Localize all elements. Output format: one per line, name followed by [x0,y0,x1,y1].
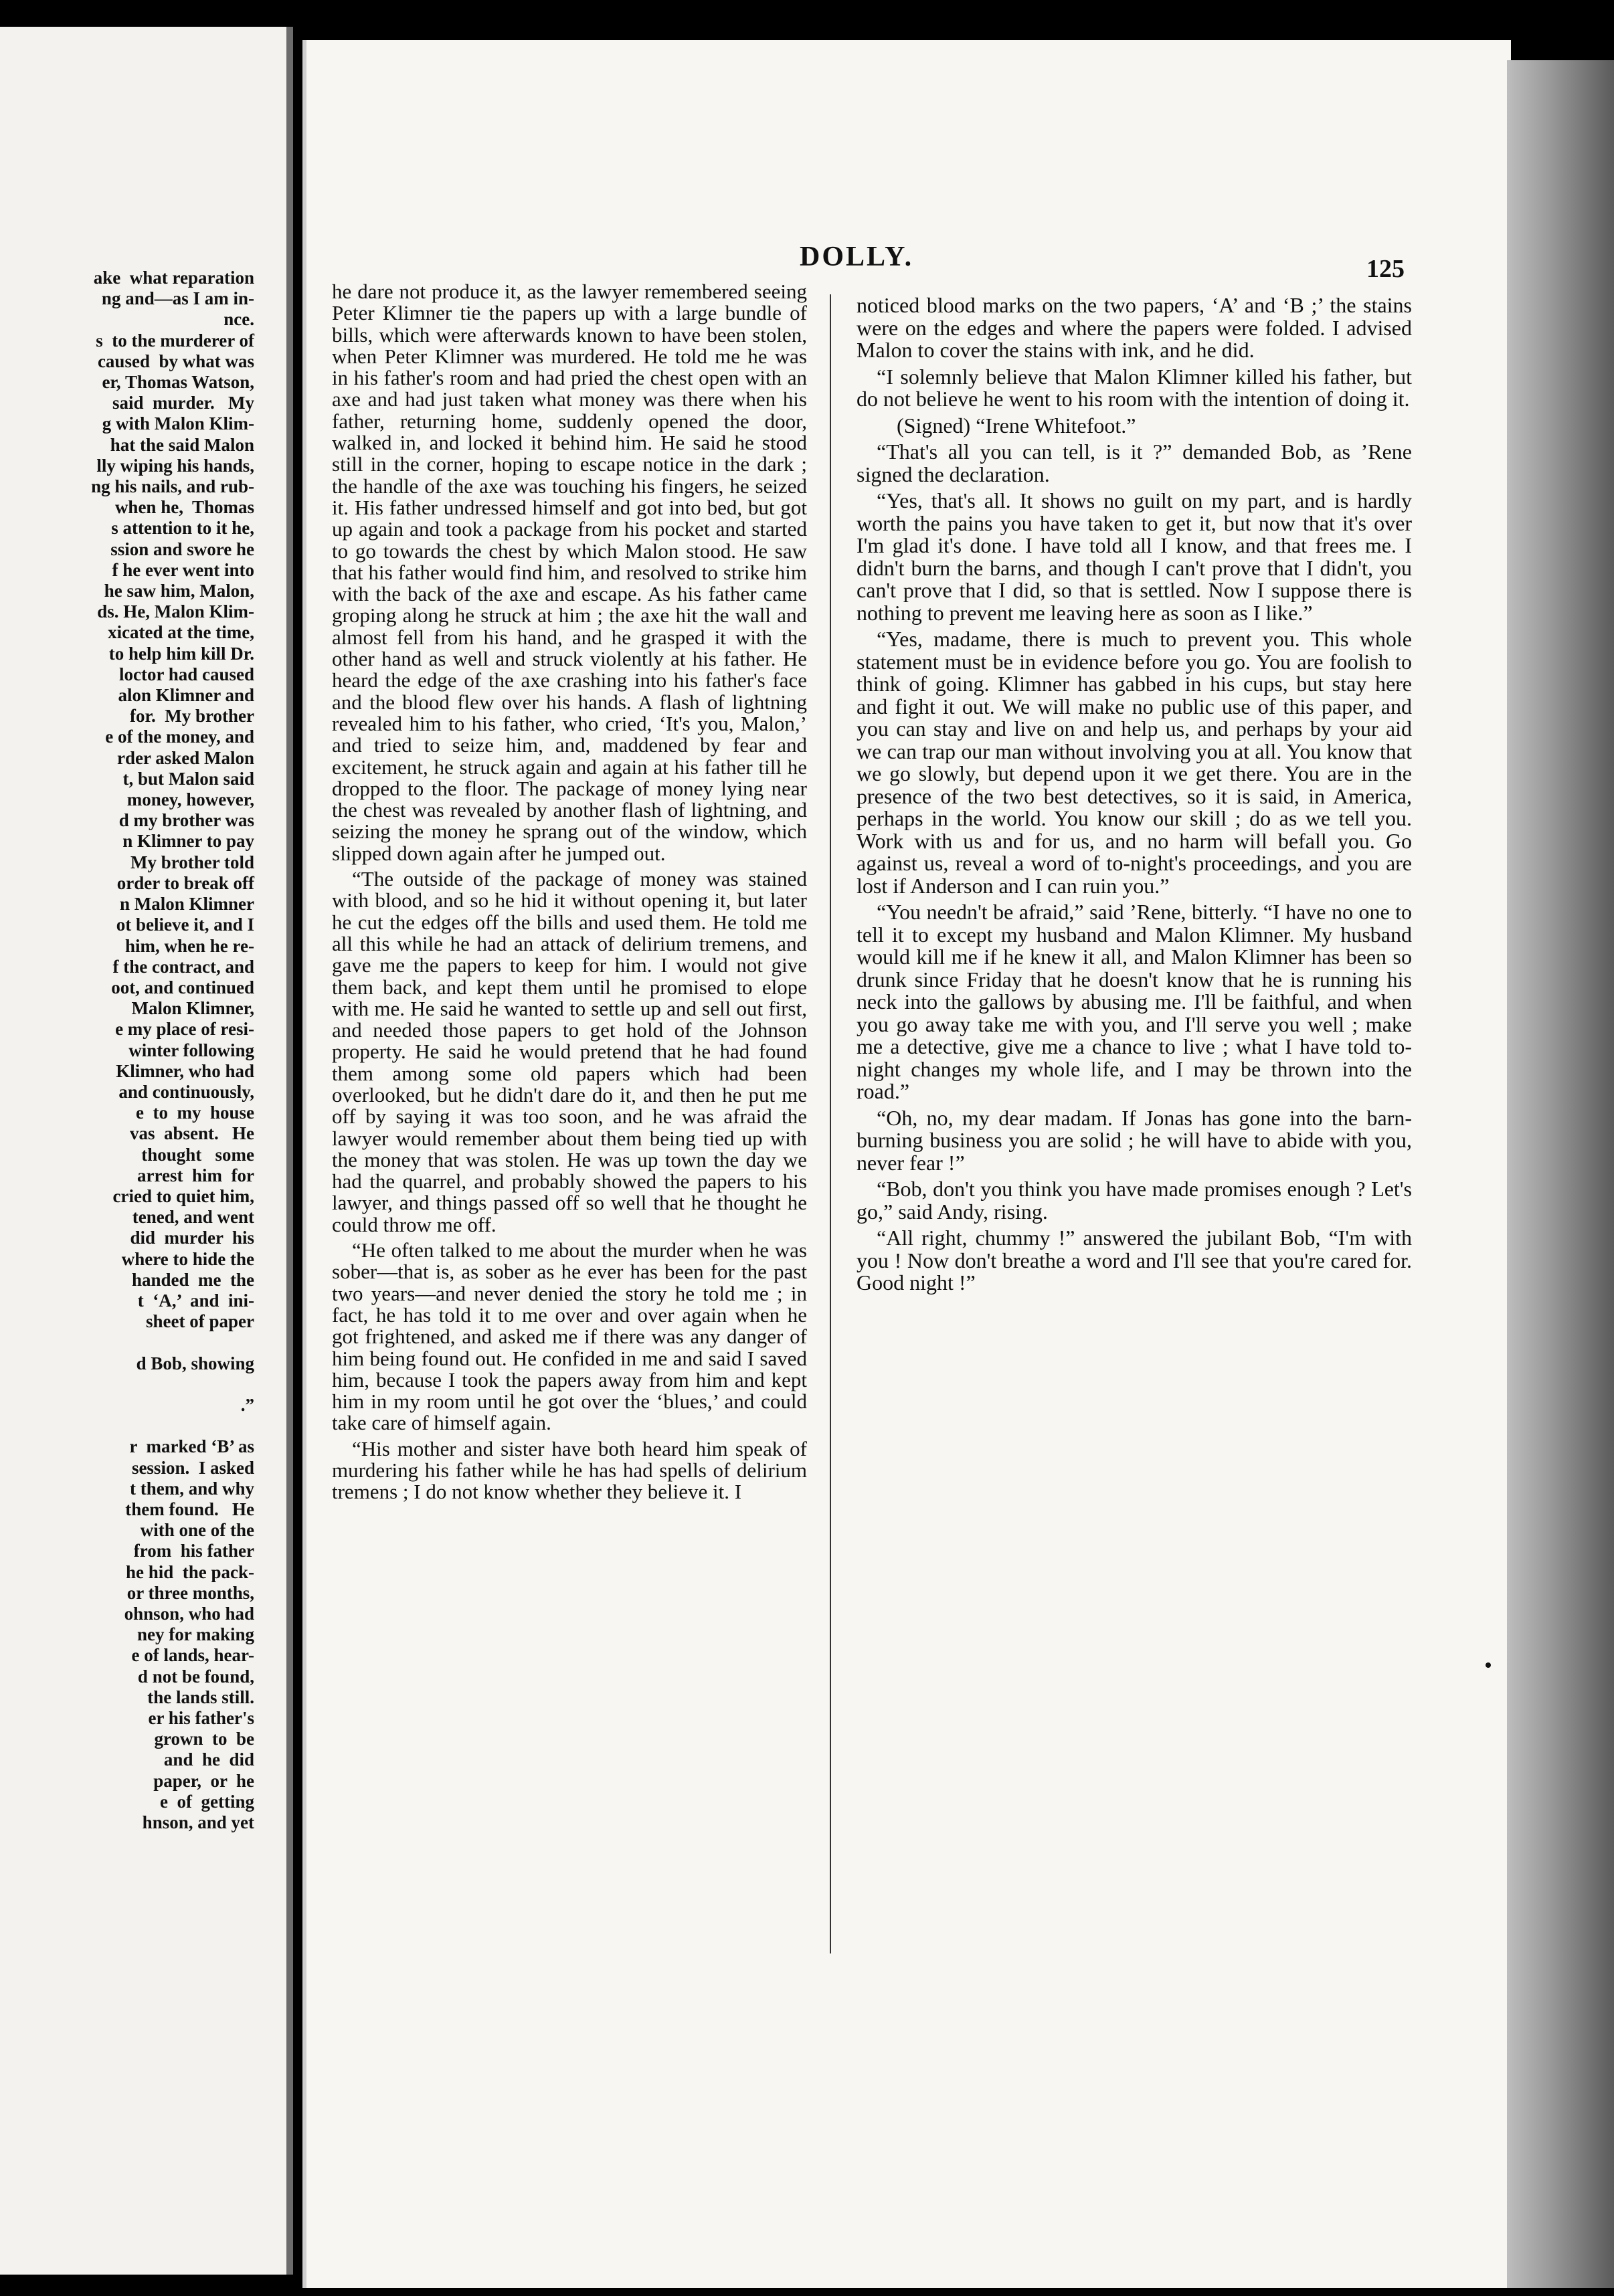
facing-page-line: alon Klimner and [118,685,254,706]
paragraph: “Bob, don't you think you have made promises enough ? Let's go,” said Andy, rising. [857,1177,1412,1224]
middle-column [332,281,807,1507]
facing-page-line: ohnson, who had [124,1604,254,1624]
facing-page-line: them found. He [125,1499,254,1519]
facing-page-line: did murder his [120,1228,254,1248]
facing-page-line: e my place of resi- [115,1019,254,1040]
paragraph: “You needn't be afraid,” said ’Rene, bitterly. “I have no one to tell it to except my husband and Malon Klimner. My husband would kill me if he knew it all, and Malon Klimner has been so drunk since Friday that he doesn't know that he is running his neck into the gallows by abusing me. I'll be faithful, and when you go away take me with you, and I'll serve you well ; make me a detective, give me a chance to live ; what I have told to-night changes my whole life, and I may be thrown into the road.” [857,900,1412,1103]
facing-page-line: winter following [119,1040,254,1060]
facing-page-line: caused by what was [97,351,254,371]
column-rule [830,294,831,1953]
paragraph: “Oh, no, my dear madam. If Jonas has gone into the barn-burning business you are solid ; he will have to abide with you, never fear !” [857,1105,1412,1175]
facing-page-line: from his father [129,1541,254,1561]
facing-page-line: ney for making [137,1624,254,1645]
facing-page-line: d Bob, showing [136,1353,254,1373]
facing-page-line: handed me the [122,1269,254,1290]
facing-page-line: him, when he re- [120,935,254,956]
facing-page-line: and continuously, [118,1081,254,1102]
facing-page-line: t them, and why [129,1478,254,1499]
facing-page-line: paper, or he [149,1770,254,1791]
facing-page-line: when he, Thomas [101,497,254,518]
paragraph: “That's all you can tell, is it ?” demanded Bob, as ’Rene signed the declaration. [857,440,1412,486]
facing-page-line: Malon Klimner, [122,998,254,1019]
signature-line: (Signed) “Irene Whitefoot.” [897,413,1136,438]
facing-page-line: .” [240,1394,254,1415]
facing-page-line: and he did [155,1749,254,1770]
facing-page-line: cried to quiet him, [112,1185,254,1206]
facing-page-line: er, Thomas Watson, [102,372,254,393]
facing-page-line: s attention to it he, [111,518,254,539]
facing-page-line: lly wiping his hands, [96,455,254,476]
facing-page-line: ng and—as I am in- [101,288,254,309]
facing-page-text [0,268,254,1833]
facing-page-line: t, but Malon said [122,768,254,789]
ink-speck [1486,1662,1491,1668]
facing-page-line: or three months, [126,1582,254,1603]
running-title: DOLLY. [800,242,914,272]
facing-page-line: money, however, [122,789,254,810]
facing-page-line: the lands still. [138,1687,254,1707]
paragraph: “I solemnly believe that Malon Klimner killed his father, but do not believe he went to his room with the intention of doing it. [857,364,1412,411]
facing-page-line: ng his nails, and rub- [91,476,254,497]
facing-page-line: oot, and continued [111,977,254,997]
page-number: 125 [1366,255,1405,283]
facing-page-line: session. I asked [131,1457,254,1478]
facing-page-line: f he ever went into [112,559,254,580]
facing-page-line: loctor had caused [118,664,254,684]
facing-page-line: hat the said Malon [110,434,254,455]
facing-page-line: e to my house [136,1103,254,1123]
paragraph: he dare not produce it, as the lawyer remembered seeing Peter Klimner tie the papers up with a large bundle of bills, which were afterwards known to have been stolen, when Peter Klimner was murdered. He told me he was in his father's room and had pried the chest open with an axe and had just taken what money was there when his father, returning home, suddenly opened the door, walked in, and locked it behind him. He said he stood still in the corner, hoping to escape notice in the dark ; the handle of the axe was touching his fingers, he seized it. His father undressed himself and got into bed, but got up again and took a package from his pocket and started to go towards the chest by which Malon stood. He saw that his father would find him, and resolved to strike him with the back of the axe and escape. As his father came groping along he struck at him ; the axe hit the wall and almost fell from his hand, and he grasped it with the other hand as well and struck violently at his father. He heard the edge of the axe crashing into his father's face and the blood flew over his hands. A flash of lightning revealed him to his father, who cried, ‘It's you, Malon,’ and tried to seize him, and, maddened by fear and excitement, he struck again and again at his father till he dropped to the floor. The package of money lying near the chest was revealed by another flash of lightning, and seizing the money he sprang out of the window, which slipped down again after he jumped out. [332,280,807,865]
facing-page-line: s to the murderer of [96,330,254,351]
facing-page-line: thought some [132,1144,254,1165]
facing-page-line: xicated at the time, [108,622,254,643]
facing-page-line: d not be found, [137,1666,254,1687]
facing-page-line: grown to be [145,1729,254,1749]
paragraph: “His mother and sister have both heard him speak of murdering his father while he has had spells of delirium tremens ; I do not know whether they believe it. I [332,1436,807,1504]
facing-page-line: f the contract, and [112,956,254,977]
facing-page-line: t ‘A,’ and ini- [137,1290,254,1311]
right-column [857,294,1412,1299]
paragraph: “He often talked to me about the murder when he was sober—that is, as sober as he ever has been for the past two years—and never denied the story he told me ; in fact, he has told it to me over and over again when he got frightened, and asked me if there was any danger of him being found out. He confided in me and said I saved him, because I took the papers away from him and kept him in my room until he got over the ‘blues,’ and could take care of himself again. [332,1238,807,1435]
facing-page-line: Klimner, who had [116,1060,254,1081]
facing-page-line: said murder. My [103,393,254,413]
facing-page-line: hnson, and yet [142,1812,254,1833]
facing-page-line: where to hide the [121,1248,254,1269]
facing-page-line: ssion and swore he [110,539,254,559]
facing-page-line: ake what reparation [93,268,254,288]
facing-page-line [0,1332,254,1353]
facing-page-line: vas absent. He [129,1123,254,1144]
facing-page-line [0,1374,254,1395]
facing-page-line: e of getting [155,1791,254,1812]
facing-page-line: n Malon Klimner [120,894,254,915]
facing-page-line: er his father's [148,1708,254,1729]
facing-page-line: e of lands, hear- [131,1645,254,1666]
facing-page-line: My brother told [130,852,254,872]
paragraph: noticed blood marks on the two papers, ‘A’ and ‘B ;’ the stains were on the edges and where the papers were folded. I advised Malon to cover the stains with ink, and he did. [857,293,1412,362]
page-edge [1507,60,1614,2288]
facing-page-line: nce. [223,309,254,330]
facing-page-line [0,1416,254,1436]
facing-page-left [0,27,293,2275]
facing-page-line: d my brother was [118,810,254,831]
facing-page-line: with one of the [136,1520,254,1541]
facing-page-line: to help him kill Dr. [108,643,254,664]
facing-page-line: e of the money, and [105,727,254,747]
facing-page-line: sheet of paper [141,1311,254,1332]
facing-page-line: rder asked Malon [116,747,254,768]
facing-page-line: r marked ‘B’ as [129,1436,254,1457]
paragraph: “Yes, madame, there is much to prevent you. This whole statement must be in evidence before you go. You are foolish to think of going. Klimner has gabbed in his cups, but stay here and fight it out. We will make no public use of this paper, and you can stay and live on and help us, and perhaps by your aid we can trap our man without involving you at all. You know that we go slowly, but depend upon it we get there. You are in the presence of the two best detectives, so it is said, in America, perhaps in the world. You know our skill ; do as we tell you. Work with us and for us, and no harm will befall you. Go against us, reveal a word of to-night's proceedings, and you are lost if Anderson and I can ruin you.” [857,627,1412,898]
facing-page-line: order to break off [116,872,254,893]
facing-page-line: arrest him for [132,1165,254,1185]
facing-page-line: ot believe it, and I [116,915,254,935]
facing-page-line: tened, and went [132,1207,254,1228]
facing-page-line: n Klimner to pay [122,831,254,852]
paragraph: “Yes, that's all. It shows no guilt on my part, and is hardly worth the pains you have taken to get it, but now that it's over I'm glad it's done. I have told all I know, and that frees me. I didn't burn the barns, and though I can't prove that I didn't, you can't prove that I did, so that is settled. Now I suppose there is nothing to prevent me leaving here as soon as I like.” [857,488,1412,625]
facing-page-line: he saw him, Malon, [104,581,254,601]
facing-page-line: he hid the pack- [125,1561,254,1582]
facing-page-line: g with Malon Klim- [102,413,254,434]
facing-page-line: ds. He, Malon Klim- [97,601,254,622]
facing-page-line: for. My brother [120,706,254,727]
paragraph: “All right, chummy !” answered the jubilant Bob, “I'm with you ! Now don't breathe a word and I'll see that you're cared for. Good night !” [857,1226,1412,1295]
paragraph: “The outside of the package of money was stained with blood, and so he hid it without opening it, but later he cut the edges off the bills and used them. He told me all this while he had an attack of delirium tremens, and gave me the papers to keep for him. I would not give them back, and kept them until he promised to elope with me. He said he wanted to settle up and sell out first, and needed those papers to get hold of the Johnson property. He said he would pretend that he had found them among some old papers which had been overlooked, but he didn't dare do it, and then he put me off by saying it was too soon, and he was afraid the lawyer would remember about them being tied up with the money that was stolen. He was up town the day we had the quarrel, and probably showed the papers to his lawyer, and things passed off so well that he thought he could throw me off. [332,867,807,1236]
